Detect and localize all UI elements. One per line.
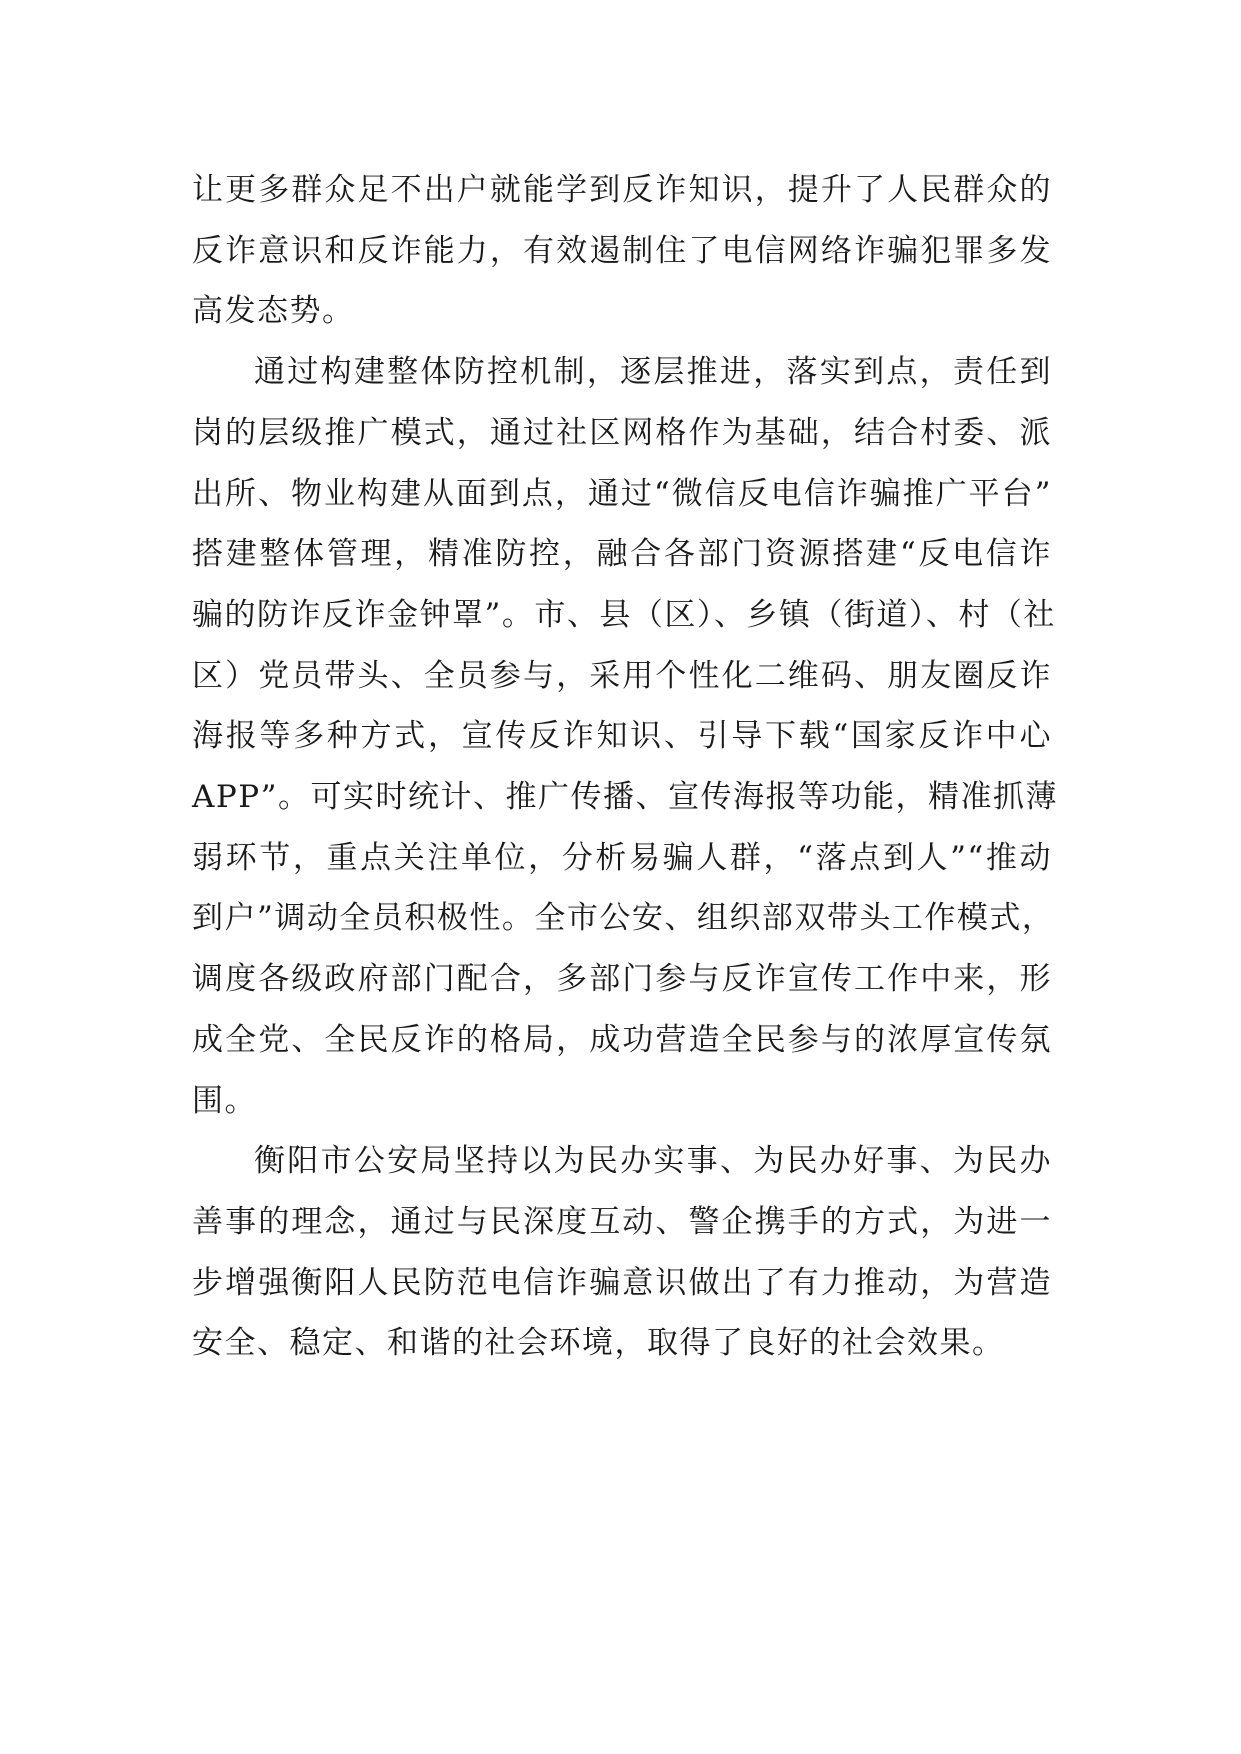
paragraph-2-line-13: 围。 [192,1082,257,1119]
paragraph-2-line-11: 调度各级政府部门配合，多部门参与反诈宣传工作中来，形 [192,961,1052,998]
paragraph-2-line-6: 区）党员带头、全员参与，采用个性化二维码、朋友圈反诈 [192,657,1052,694]
paragraph-2-line-7: 海报等多种方式，宣传反诈知识、引导下载“国家反诈中心 [192,718,1052,755]
paragraph-2-line-10: 到户”调动全员积极性。全市公安、组织部双带头工作模式， [192,900,1055,937]
paragraph-3-line-4: 安全、稳定、和谐的社会环境，取得了良好的社会效果。 [192,1325,1005,1362]
paragraph-1-line-2: 反诈意识和反诈能力，有效遏制住了电信网络诈骗犯罪多发 [192,232,1052,269]
paragraph-2-line-12: 成全党、全民反诈的格局，成功营造全民参与的浓厚宣传氛 [192,1021,1052,1058]
paragraph-2-line-5: 骗的防诈反诈金钟罩”。市、县（区）、乡镇（街道）、村（社 [192,596,1056,633]
paragraph-3-line-3: 步增强衡阳人民防范电信诈骗意识做出了有力推动，为营造 [192,1264,1052,1301]
paragraph-2-line-1: 通过构建整体防控机制，逐层推进，落实到点，责任到 [254,354,1052,391]
document-body [192,160,1058,1374]
paragraph-3-line-2: 善事的理念，通过与民深度互动、警企携手的方式，为进一 [192,1203,1052,1240]
paragraph-1-line-1: 让更多群众足不出户就能学到反诈知识，提升了人民群众的 [192,172,1052,208]
paragraph-2-line-2: 岗的层级推广模式，通过社区网格作为基础，结合村委、派 [192,414,1052,451]
paragraph-3-line-1: 衡阳市公安局坚持以为民办实事、为民办好事、为民办 [254,1143,1052,1180]
paragraph-2-line-9: 弱环节，重点关注单位，分析易骗人群，“落点到人”“推动 [192,839,1052,876]
paragraph-2-line-3: 出所、物业构建从面到点，通过“微信反电信诈骗推广平台” [192,475,1052,512]
paragraph-1-line-3: 高发态势。 [192,293,355,330]
paragraph-2-line-4: 搭建整体管理，精准防控，融合各部门资源搭建“反电信诈 [192,536,1052,573]
paragraph-2-line-8: APP”。可实时统计、推广传播、宣传海报等功能，精准抓薄 [192,779,1058,816]
